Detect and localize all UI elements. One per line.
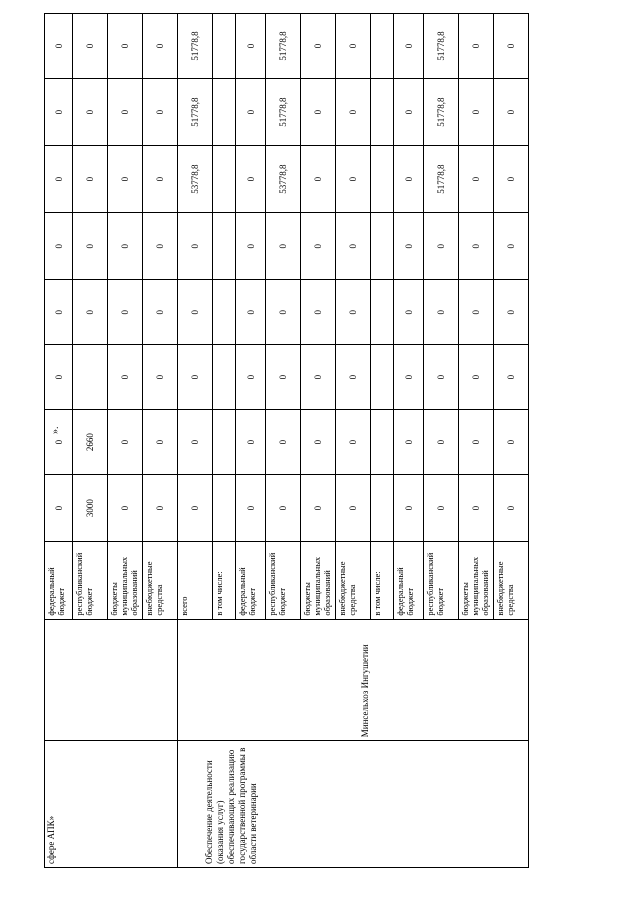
value-cell: 0 — [494, 475, 529, 542]
funding-source-cell: республиканский бюджет — [73, 542, 108, 620]
rotated-table-container — [44, 13, 516, 868]
value-cell: 0 — [459, 280, 494, 345]
value-cell: 0 — [494, 14, 529, 79]
value-cell: 0 — [459, 345, 494, 410]
value-cell: 0 — [336, 280, 371, 345]
value-cell: 0 — [236, 14, 266, 79]
value-cell: 0 — [73, 79, 108, 146]
value-cell — [371, 345, 394, 410]
value-cell — [371, 14, 394, 79]
value-cell: 0 — [73, 14, 108, 79]
value-cell: 0 — [108, 14, 143, 79]
value-cell: 0 — [394, 146, 424, 213]
value-cell: 51778,8 — [424, 146, 459, 213]
value-cell: 51778,8 — [178, 79, 213, 146]
value-cell: 0 — [108, 280, 143, 345]
value-cell: 0 — [336, 410, 371, 475]
value-cell — [213, 280, 236, 345]
value-cell: 0 — [108, 410, 143, 475]
value-cell: 0 — [424, 213, 459, 280]
value-cell — [73, 345, 108, 410]
value-cell: 51778,8 — [266, 14, 301, 79]
funding-source-cell: внебюджетные средства — [143, 542, 178, 620]
value-cell: 0 — [394, 410, 424, 475]
value-cell: 0 — [178, 410, 213, 475]
value-cell — [213, 475, 236, 542]
value-cell — [371, 146, 394, 213]
value-cell: 0 — [236, 410, 266, 475]
value-cell: 0 — [45, 79, 73, 146]
value-cell: 0 — [494, 280, 529, 345]
value-cell — [213, 146, 236, 213]
value-cell: 0 — [459, 14, 494, 79]
value-cell: 0 — [45, 146, 73, 213]
value-cell: 0 — [424, 345, 459, 410]
value-cell: 0 — [108, 146, 143, 213]
funding-source-cell: в том числе: — [371, 542, 394, 620]
value-cell — [371, 79, 394, 146]
value-cell: 0 — [236, 475, 266, 542]
value-cell: 51778,8 — [266, 79, 301, 146]
funding-source-cell: бюджеты муниципальных образований — [301, 542, 336, 620]
table-row — [45, 14, 73, 868]
funding-source-cell: всего — [178, 542, 213, 620]
value-cell: 0 — [301, 410, 336, 475]
value-cell: 0 — [336, 475, 371, 542]
executor-cell — [45, 619, 178, 741]
value-cell — [371, 280, 394, 345]
value-cell: 0 — [236, 146, 266, 213]
value-cell: 0 — [459, 79, 494, 146]
value-cell: 0 — [108, 213, 143, 280]
measure-name-cell: сфере АПК» — [45, 741, 178, 868]
value-cell: 51778,8 — [424, 14, 459, 79]
value-cell: 0 — [143, 475, 178, 542]
value-cell: 0 — [236, 79, 266, 146]
value-cell: 0 — [143, 79, 178, 146]
value-cell: 0 — [394, 280, 424, 345]
value-cell: 0 — [266, 280, 301, 345]
funding-source-cell: республиканский бюджет — [266, 542, 301, 620]
value-cell: 0 — [336, 345, 371, 410]
value-cell: 0 — [301, 475, 336, 542]
value-cell: 0 — [73, 213, 108, 280]
budget-table — [44, 13, 529, 868]
value-cell: 0 — [236, 345, 266, 410]
value-cell: 0 — [45, 345, 73, 410]
value-cell: 0 — [394, 213, 424, 280]
value-cell: 2660 — [73, 410, 108, 475]
value-cell: 0 — [494, 410, 529, 475]
table-body — [45, 14, 529, 868]
value-cell: 53778,8 — [266, 146, 301, 213]
funding-source-cell: бюджеты муниципальных образований — [108, 542, 143, 620]
value-cell — [213, 345, 236, 410]
value-cell: 0 — [394, 475, 424, 542]
value-cell — [213, 14, 236, 79]
value-cell: 0 — [143, 410, 178, 475]
funding-source-cell: федеральный бюджет — [45, 542, 73, 620]
value-cell: 0 — [459, 410, 494, 475]
value-cell: 0 — [394, 14, 424, 79]
value-cell: 0 — [336, 14, 371, 79]
closing-quote-mark: ». — [50, 426, 61, 434]
value-cell: 0 — [236, 213, 266, 280]
funding-source-cell: в том числе: — [213, 542, 236, 620]
value-cell: 0 — [178, 280, 213, 345]
value-cell: 0 — [45, 410, 73, 475]
funding-source-cell: внебюджетные средства — [336, 542, 371, 620]
table-row — [178, 14, 213, 868]
value-cell: 0 — [143, 14, 178, 79]
value-cell: 0 — [178, 345, 213, 410]
value-cell: 0 — [424, 410, 459, 475]
value-cell: 0 — [45, 14, 73, 79]
value-cell: 0 — [45, 213, 73, 280]
value-cell: 0 — [73, 280, 108, 345]
value-cell: 0 — [45, 280, 73, 345]
value-cell: 0 — [424, 475, 459, 542]
value-cell — [371, 213, 394, 280]
value-cell: 0 — [143, 280, 178, 345]
value-cell: 0 — [143, 345, 178, 410]
value-cell: 53778,8 — [178, 146, 213, 213]
value-cell: 0 — [459, 475, 494, 542]
funding-source-cell: федеральный бюджет — [236, 542, 266, 620]
value-cell: 0 — [178, 213, 213, 280]
value-cell: 0 — [336, 213, 371, 280]
value-cell: 0 — [301, 280, 336, 345]
value-cell: 0 — [143, 213, 178, 280]
value-cell: 0 — [301, 79, 336, 146]
measure-name-cell: Обеспечение деятельности (оказания услуг) обеспечивающих реализацию государственной программы в области ветеринарии — [178, 741, 529, 868]
value-cell: 0 — [143, 146, 178, 213]
value-cell: 0 — [336, 146, 371, 213]
value-cell: 0 — [301, 14, 336, 79]
value-cell — [213, 213, 236, 280]
executor-cell: Минсельхоз Ингушетии — [178, 619, 529, 741]
value-cell: 0 — [45, 475, 73, 542]
value-cell: 0 — [394, 79, 424, 146]
value-cell: 51778,8 — [178, 14, 213, 79]
value-cell: 0 — [459, 213, 494, 280]
value-cell: 0 — [494, 79, 529, 146]
value-cell: 0 — [178, 475, 213, 542]
value-cell: 51778,8 — [424, 79, 459, 146]
value-cell: 0 — [266, 213, 301, 280]
value-cell: 0 — [459, 146, 494, 213]
value-cell — [213, 410, 236, 475]
value-cell — [371, 410, 394, 475]
value-cell: 0 — [336, 79, 371, 146]
value-cell: 3000 — [73, 475, 108, 542]
funding-source-cell: бюджеты муниципальных образований — [459, 542, 494, 620]
value-cell: 0 — [301, 213, 336, 280]
value-cell: 0 — [266, 345, 301, 410]
value-cell: 0 — [236, 280, 266, 345]
value-cell: 0 — [424, 280, 459, 345]
value-cell: 0 — [494, 146, 529, 213]
value-cell: 0 — [301, 146, 336, 213]
value-cell — [371, 475, 394, 542]
value-cell — [213, 79, 236, 146]
value-cell: 0 — [73, 146, 108, 213]
value-cell: 0 — [266, 410, 301, 475]
value-cell: 0 — [266, 475, 301, 542]
value-cell: 0 — [494, 345, 529, 410]
value-cell: 0 — [108, 79, 143, 146]
value-cell: 0 — [394, 345, 424, 410]
value-cell: 0 — [108, 475, 143, 542]
value-cell: 0 — [494, 213, 529, 280]
value-cell: 0 — [301, 345, 336, 410]
funding-source-cell: федеральный бюджет — [394, 542, 424, 620]
funding-source-cell: республиканский бюджет — [424, 542, 459, 620]
funding-source-cell: внебюджетные средства — [494, 542, 529, 620]
value-cell: 0 — [108, 345, 143, 410]
